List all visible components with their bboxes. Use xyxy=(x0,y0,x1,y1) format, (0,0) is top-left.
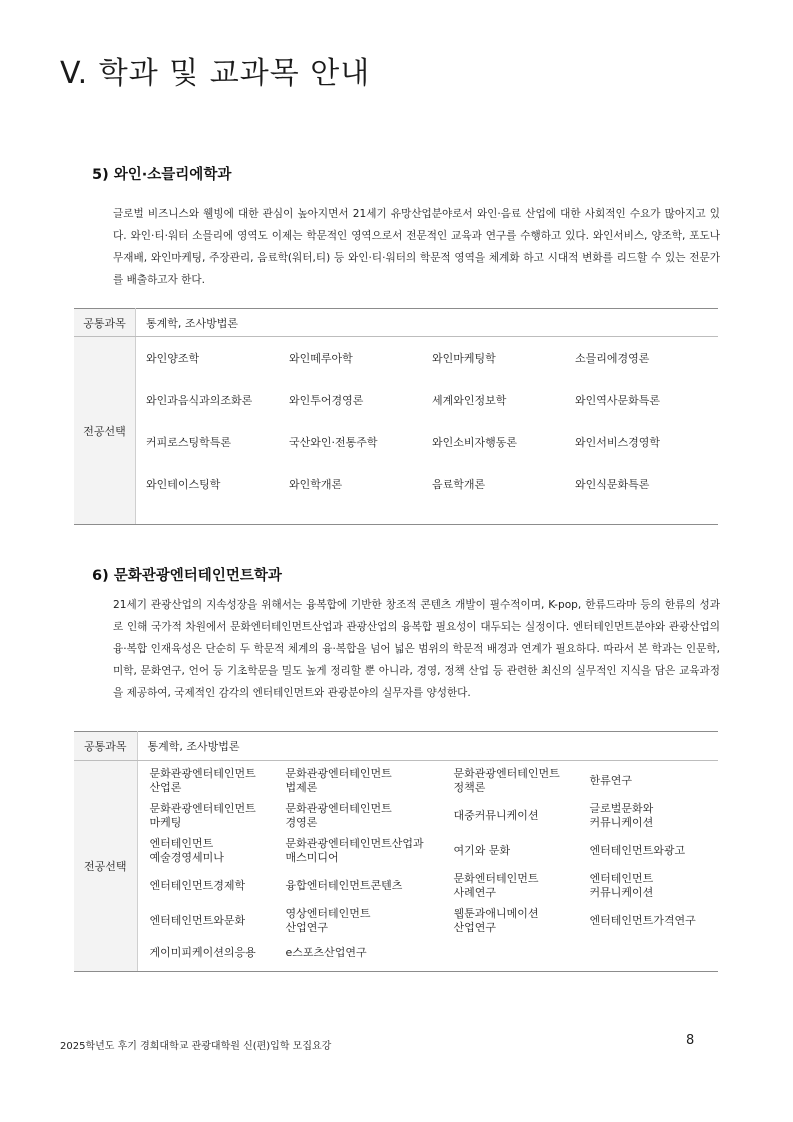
course-item: 엔터테인먼트 커뮤니케이션 xyxy=(589,871,654,899)
chapter-title: V. 학과 및 교과목 안내 xyxy=(60,56,371,91)
major-course-grid xyxy=(138,761,719,971)
course-item: 한류연구 xyxy=(589,773,633,787)
course-table-wine xyxy=(74,308,718,525)
course-item: 와인서비스경영학 xyxy=(575,436,661,449)
section-description-wine: 글로벌 비즈니스와 웰빙에 대한 관심이 높아지면서 21세기 유망산업분야로서 와인·음료 산업에 대한 사회적인 수요가 많아지고 있다. 와인·티·워터 소믈리에 영역도 이제는 학문적인 영역으로서 전문적인 교육과 연구를 수행하고 있다. 와인서비스, 양조학, 포도나무재배, 와인마케팅, 주장관리, 음료학(워터,티) 등 와인·티·워터의 학문적 영역을 체계화 하고 시대적 변화를 리드할 수 있는 전문가를 배출하고자 한다. xyxy=(113,208,720,286)
major-course-label: 전공선택 xyxy=(74,337,136,525)
course-item: 와인학개론 xyxy=(289,478,343,491)
course-item: 와인투어경영론 xyxy=(289,394,364,407)
course-item: 음료학개론 xyxy=(432,478,486,491)
common-course-list: 통계학, 조사방법론 xyxy=(136,309,719,337)
common-course-list: 통계학, 조사방법론 xyxy=(137,732,718,761)
course-item: 대중커뮤니케이션 xyxy=(453,808,539,822)
course-item: 문화관광엔터테인먼트 정책론 xyxy=(453,766,560,794)
course-item: 영상엔터테인먼트 산업연구 xyxy=(285,906,371,934)
course-item: 문화관광엔터테인먼트 법제론 xyxy=(285,766,392,794)
course-table-culture-tourism xyxy=(74,731,718,972)
course-item: 와인식문화특론 xyxy=(575,478,650,491)
course-item: 웹툰과애니메이션 산업연구 xyxy=(453,906,539,934)
course-item: 글로벌문화와 커뮤니케이션 xyxy=(589,801,654,829)
course-item: 세계와인정보학 xyxy=(432,394,507,407)
course-item: 와인과음식과의조화론 xyxy=(146,394,253,407)
course-item: 와인소비자행동론 xyxy=(432,436,518,449)
course-item: 엔터테인먼트와광고 xyxy=(589,843,686,857)
course-item: 와인역사문화특론 xyxy=(575,394,661,407)
course-item: 소믈리에경영론 xyxy=(575,352,650,365)
course-item: 문화관광엔터테인먼트 경영론 xyxy=(285,801,392,829)
major-course-grid xyxy=(136,337,718,524)
course-item: 여기와 문화 xyxy=(453,843,511,857)
course-item: 엔터테인먼트경제학 xyxy=(149,878,246,892)
common-course-label: 공통과목 xyxy=(74,732,137,761)
footer-text: 2025학년도 후기 경희대학교 관광대학원 신(편)입학 모집요강 xyxy=(60,1041,332,1052)
course-item: 융합엔터테인먼트콘텐츠 xyxy=(285,878,403,892)
course-item: 커피로스팅학특론 xyxy=(146,436,232,449)
course-item: 문화관광엔터테인먼트 마케팅 xyxy=(149,801,256,829)
course-item: 게이미피케이션의응용 xyxy=(149,946,256,959)
course-item: 와인테이스팅학 xyxy=(146,478,221,491)
section-title-culture-tourism: 6) 문화관광엔터테인먼트학과 xyxy=(92,568,282,584)
course-item: 엔터테인먼트가격연구 xyxy=(589,913,696,927)
section-description-culture-tourism: 21세기 관광산업의 지속성장을 위해서는 융복합에 기반한 창조적 콘텐츠 개발이 필수적이며, K-pop, 한류드라마 등의 한류의 성과로 인해 국가적 차원에서 문화엔터테인먼트산업과 관광산업의 융복합 필요성이 대두되는 실정이다. 엔터테인먼트분야와 관광산업의 융·복합 인재육성은 단순히 두 학문적 체계의 융·복합을 넘어 넓은 범위의 학문적 배경과 연계가 필요하다. 따라서 본 학과는 인문학, 미학, 문화연구, 언어 등 기초학문을 밀도 높게 정리할 뿐 아니라, 경영, 정책 산업 등 관련한 최신의 실무적인 지식을 담은 교육과정을 제공하여, 국제적인 감각의 엔터테인먼트와 관광분야의 실무자를 양성한다. xyxy=(113,599,720,699)
course-item: 와인양조학 xyxy=(146,352,200,365)
course-item: 문화엔터테인먼트 사례연구 xyxy=(453,871,539,899)
course-item: e스포츠산업연구 xyxy=(285,946,367,959)
course-item: 문화관광엔터테인먼트산업과 매스미디어 xyxy=(285,836,424,864)
course-item: 와인떼루아학 xyxy=(289,352,353,365)
course-item: 와인마케팅학 xyxy=(432,352,496,365)
course-item: 문화관광엔터테인먼트 산업론 xyxy=(149,766,256,794)
page-number: 8 xyxy=(686,1033,695,1048)
section-title-wine: 5) 와인·소믈리에학과 xyxy=(92,167,232,183)
course-item: 국산와인·전통주학 xyxy=(289,436,378,449)
major-course-label: 전공선택 xyxy=(74,761,137,972)
course-item: 엔터테인먼트와문화 xyxy=(149,913,246,927)
common-course-label: 공통과목 xyxy=(74,309,136,337)
course-item: 엔터테인먼트 예술경영세미나 xyxy=(149,836,224,864)
